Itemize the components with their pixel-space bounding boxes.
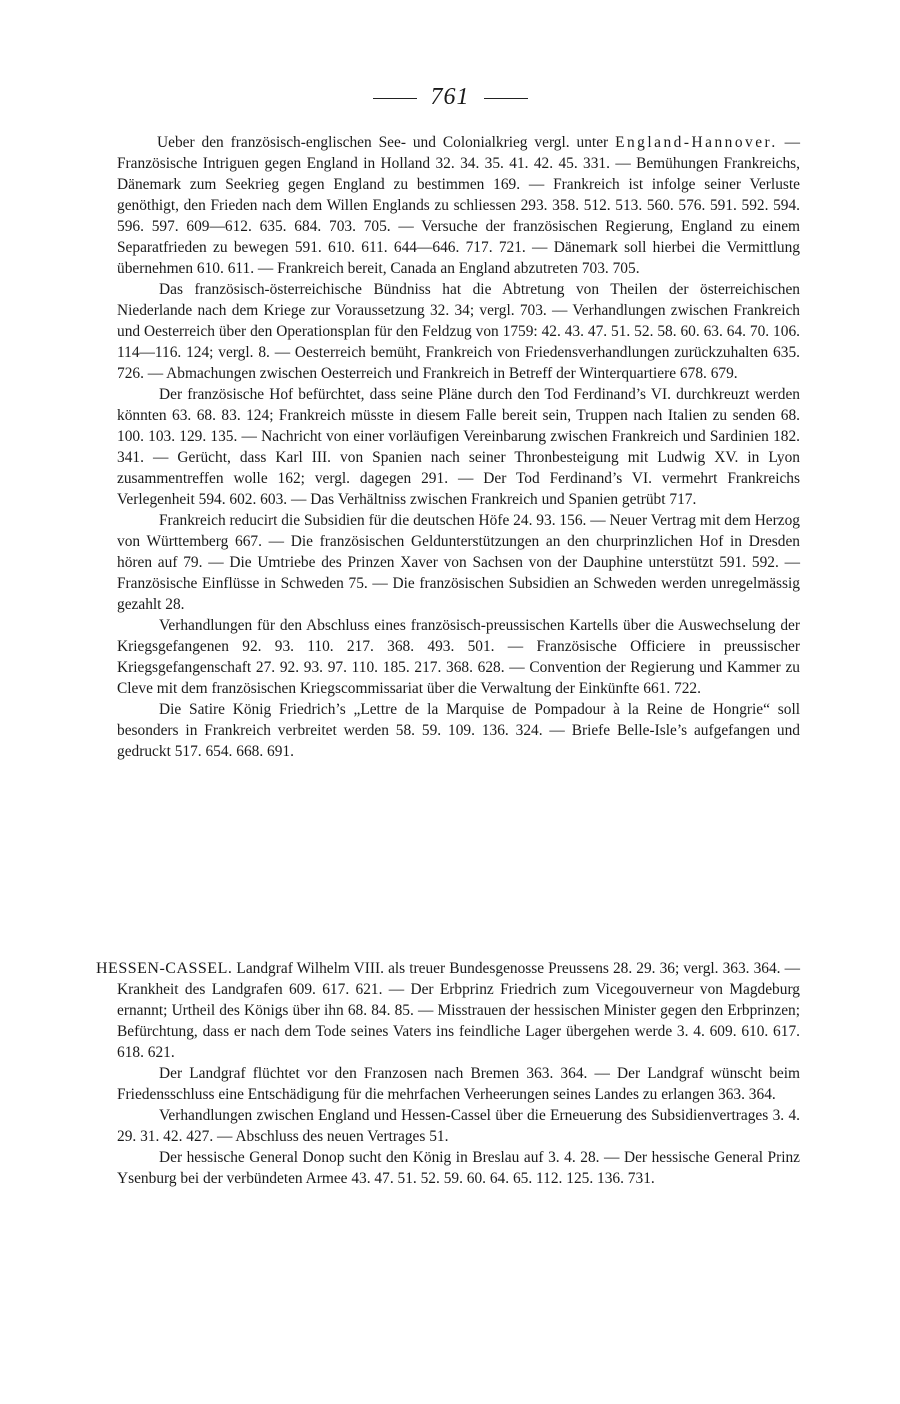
paragraph: Frankreich reducirt die Subsidien für die deutschen Höfe 24. 93. 156. — Neuer Vertrag mit dem Herzog von Württemberg 667. — Die französischen Geldunterstützungen an den churprinzlichen Hof in Dresden hören auf 79. — Die Umtriebe des Prinzen Xaver von Sachsen von der Dauphine unterstützt 591. 592. — Französische Einflüsse in Schweden 75. — Die französischen Subsidien an Schweden werden unregelmässig gezahlt 28.: [117, 512, 800, 613]
paragraph: Der hessische General Donop sucht den König in Breslau auf 3. 4. 28. — Der hessische General Prinz Ysenburg bei der verbündeten Armee 43. 47. 51. 52. 59. 60. 64. 65. 112. 125. 136. 731.: [117, 1149, 800, 1187]
cross-reference: England-Hannover.: [615, 134, 778, 151]
france-entry: [117, 132, 800, 762]
paragraph: Der französische Hof befürchtet, dass seine Pläne durch den Tod Ferdinand’s VI. durchkreuzt werden könnten 63. 68. 83. 124; Frankreich müsste in diesem Falle bereit sein, Truppen nach Italien zu senden 68. 100. 103. 129. 135. — Nachricht von einer vorläufigen Vereinbarung zwischen Frankreich und Sardinien 182. 341. — Gerücht, dass Karl III. von Spanien nach seiner Thronbesteigung mit Ludwig XV. in Lyon zusammentreffen wolle 162; vergl. dagegen 291. — Der Tod Ferdinand’s VI. vermehrt Frankreichs Verlegenheit 594. 602. 603. — Das Verhältniss zwischen Frankreich und Spanien getrübt 717.: [117, 386, 800, 508]
hessen-cassel-entry: [96, 958, 800, 1189]
paragraph-text: — Französische Intriguen gegen England in Holland 32. 34. 35. 41. 42. 45. 331. — Bemühungen Frankreichs, Dänemark zum Seekrieg gegen England zu bestimmen 169. — Frankreich ist infolge seiner Verluste genöthigt, den Frieden nach dem Willen Englands zu schliessen 293. 358. 512. 513. 560. 576. 591. 592. 594. 596. 597. 609—612. 635. 684. 703. 705. — Versuche der französischen Regierung, England zu einem Separatfrieden zu bewegen 591. 610. 611. 644—646. 717. 721. — Dänemark soll hierbei die Vermittlung übernehmen 610. 611. — Frankreich bereit, Canada an England abzutreten 703. 705.: [117, 134, 800, 277]
paragraph-text: Landgraf Wilhelm VIII. als treuer Bundesgenosse Preussens 28. 29. 36; vergl. 363. 364. — Krankheit des Landgrafen 609. 617. 621. — Der Erbprinz Friedrich zum Vicegouverneur von Magdeburg ernannt; Urtheil des Königs über ihn 68. 84. 85. — Misstrauen der hessischen Minister gegen den Erbprinzen; Befürchtung, dass er nach dem Tode seines Vaters ins feindliche Lager übergehen werde 3. 4. 609. 610. 617. 618. 621.: [117, 960, 800, 1061]
paragraph: Die Satire König Friedrich’s „Lettre de la Marquise de Pompadour à la Reine de Hongrie“ soll besonders in Frankreich verbreitet werden 58. 59. 109. 136. 324. — Briefe Belle-Isle’s aufgefangen und gedruckt 517. 654. 668. 691.: [117, 701, 800, 760]
paragraph: Das französisch-österreichische Bündniss hat die Abtretung von Theilen der österreichischen Niederlande nach dem Kriege zur Voraussetzung 32. 34; vergl. 703. — Verhandlungen zwischen Frankreich und Oesterreich über den Operationsplan für den Feldzug von 1759: 42. 43. 47. 51. 52. 58. 60. 63. 64. 70. 106. 114—116. 124; vergl. 8. — Oesterreich bemüht, Frankreich von Friedensverhandlungen zurückzuhalten 635. 726. — Abmachungen zwischen Oesterreich und Frankreich in Betreff der Winterquartiere 678. 679.: [117, 281, 800, 382]
page-number: 761: [430, 84, 470, 110]
paragraph: [117, 132, 800, 279]
paragraph-text: Ueber den französisch-englischen See- und Colonialkrieg vergl. unter: [157, 134, 616, 151]
page-header: [0, 84, 900, 111]
entry-heading: HESSEN-CASSEL.: [96, 960, 233, 977]
header-rule-right: [484, 98, 528, 99]
header-rule-left: [373, 98, 417, 99]
paragraph: Der Landgraf flüchtet vor den Franzosen nach Bremen 363. 364. — Der Landgraf wünscht beim Friedensschluss eine Entschädigung für die mehrfachen Verheerungen seines Landes zu erlangen 363. 364.: [117, 1065, 800, 1103]
paragraph: Verhandlungen für den Abschluss eines französisch-preussischen Kartells über die Auswechselung der Kriegsgefangenen 92. 93. 110. 217. 368. 493. 501. — Französische Officiere in preussischer Kriegsgefangenschaft 27. 92. 93. 97. 110. 185. 217. 368. 628. — Convention der Regierung und Kammer zu Cleve mit dem französischen Kriegscommissariat über die Verwaltung der Einkünfte 661. 722.: [117, 617, 800, 697]
entry-first-paragraph: [96, 958, 800, 1063]
paragraph: Verhandlungen zwischen England und Hessen-Cassel über die Erneuerung des Subsidienvertrages 3. 4. 29. 31. 42. 427. — Abschluss des neuen Vertrages 51.: [117, 1107, 800, 1145]
